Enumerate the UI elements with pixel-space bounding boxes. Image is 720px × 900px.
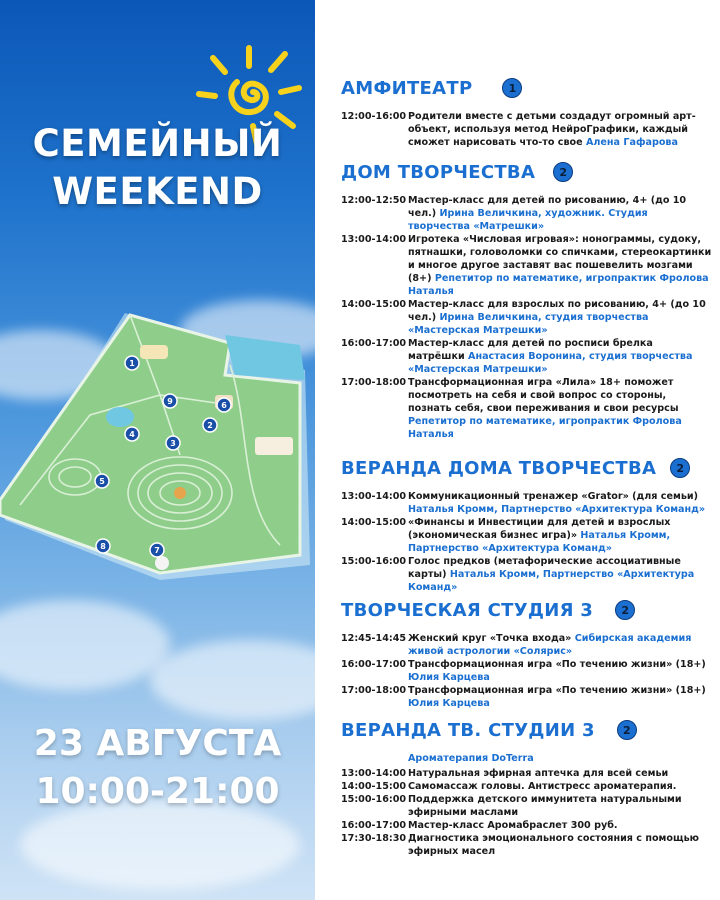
schedule-row [341,832,712,858]
poster-title [0,120,315,216]
svg-text:9: 9 [167,397,173,406]
event-time: 12:00-12:50 [341,195,407,206]
section-subtitle: Ароматерапия DoTerra [408,753,534,764]
svg-text:3: 3 [170,439,176,448]
event-time: 15:00-16:00 [341,556,407,567]
schedule-row [341,658,712,684]
schedule-row [341,819,712,832]
location-badge: 1 [502,78,522,98]
schedule-row [341,793,712,819]
event-time: 12:00-16:00 [341,111,407,122]
schedule-row [341,780,712,793]
event-host: Сибирская академия живой астрологии «Солярис» [408,633,692,657]
location-badge: 2 [670,458,690,478]
center-sculpture [174,487,186,499]
event-time: 16:00-17:00 [341,820,407,831]
title-line-2: WEEKEND [52,170,263,213]
event-text: Мастер-класс для детей по росписи брелка матрёшки [408,338,653,362]
section-title: ТВОРЧЕСКАЯ СТУДИЯ 3 [341,599,594,621]
event-text: Диагностика эмоционального состояния с помощью эфирных масел [408,833,699,857]
park-map [0,305,315,585]
map-marker-6[interactable] [217,398,231,412]
section-veranda-house [341,456,712,594]
svg-text:6: 6 [221,401,227,410]
map-marker-1[interactable] [125,356,139,370]
schedule-row [341,110,712,149]
event-date-block [0,720,315,816]
event-text: Игротека «Числовая игровая»: нонограммы, судоку, пятнашки, головоломки со спичками, стереокартинки и многое другое заставят вас пошевелить мозгами (8+) [408,234,712,284]
event-text: Поддержка детского иммунитета натуральными эфирными маслами [408,794,682,818]
schedule-row [341,194,712,233]
event-time: 12:45-14:45 [341,633,407,644]
event-time: 13:00-14:00 [341,491,407,502]
event-host: Юлия Карцева [408,698,490,709]
location-badge: 2 [617,720,637,740]
svg-text:4: 4 [129,430,135,439]
title-line-1: СЕМЕЙНЫЙ [32,122,283,165]
event-time: 17:00-18:00 [341,377,407,388]
event-text: Родители вместе с детьми создадут огромный арт-объект, используя метод НейроГрафики, каждый сможет нарисовать что-то свое [408,111,696,148]
event-host: Юлия Карцева [408,672,490,683]
cloud [0,600,170,690]
event-text: Женский круг «Точка входа» [408,633,572,644]
event-host: Наталья Кромм, Партнерство «Архитектура Команд» [408,569,695,593]
event-time: 17:30-18:30 [341,833,407,844]
event-text: «Финансы и Инвестиции для детей и взрослых (экономическая бизнес игра)» [408,517,671,541]
schedule-row [341,767,712,780]
event-text: Трансформационная игра «По течению жизни» (18+) [408,685,706,696]
water-area [225,335,305,380]
event-text: Натуральная эфирная аптечка для всей семьи [408,768,669,779]
event-time: 14:00-15:00 [341,781,407,792]
event-time: 17:00-18:00 [341,685,407,696]
schedule-row [341,632,712,658]
schedule-row [341,233,712,298]
schedule-panel [315,0,720,900]
event-time: 10:00-21:00 [35,771,280,812]
event-text: Голос предков (метафорические ассоциативные карты) [408,556,681,580]
svg-text:5: 5 [99,477,105,486]
event-time: 16:00-17:00 [341,338,407,349]
dome [155,556,169,570]
map-marker-3[interactable] [166,436,180,450]
event-time: 13:00-14:00 [341,768,407,779]
schedule-row [341,298,712,337]
map-marker-2[interactable] [203,418,217,432]
section-title: ВЕРАНДА ТВ. СТУДИИ 3 [341,719,595,741]
event-time: 13:00-14:00 [341,234,407,245]
event-date: 23 АВГУСТА [33,723,282,764]
schedule-row [341,555,712,594]
event-text: Коммуникационный тренажер «Grator» (для семьи) [408,491,699,502]
map-marker-9[interactable] [163,394,177,408]
cloud [150,640,315,720]
event-text: Мастер-класс Аромабраслет 300 руб. [408,820,618,831]
section-veranda-studio-3 [341,718,712,858]
event-time: 14:00-15:00 [341,299,407,310]
event-time: 16:00-17:00 [341,659,407,670]
section-studio-3 [341,598,712,710]
event-text: Трансформационная игра «По течению жизни» (18+) [408,659,706,670]
section-house-of-creativity [341,160,712,441]
map-marker-5[interactable] [95,474,109,488]
location-badge: 2 [615,600,635,620]
pond [106,407,134,427]
event-text: Мастер-класс для детей по рисованию, 4+ (до 10 чел.) [408,195,687,219]
map-marker-4[interactable] [125,427,139,441]
schedule-row [341,516,712,555]
schedule-row [341,337,712,376]
building [255,437,293,455]
section-title: ДОМ ТВОРЧЕСТВА [341,161,536,183]
map-marker-8[interactable] [96,539,110,553]
map-marker-7[interactable] [150,543,164,557]
poster-panel [0,0,315,900]
amphitheater-building [140,345,168,359]
section-title: ВЕРАНДА ДОМА ТВОРЧЕСТВА [341,457,657,479]
event-host: Анастасия Воронина, студия творчества «Мастерская Матрешки» [408,351,693,375]
event-text: Мастер-класс для взрослых по рисованию, 4+ (до 10 чел.) [408,299,706,323]
svg-text:8: 8 [100,542,106,551]
event-host: Ирина Величкина, студия творчества «Мастерская Матрешки» [408,312,649,336]
svg-text:1: 1 [129,359,135,368]
event-host: Репетитор по математике, игропрактик Фролова Наталья [408,416,682,440]
event-host: Наталья Кромм, Партнерство «Архитектура Команд» [408,504,706,515]
schedule-row [341,490,712,516]
event-host: Репетитор по математике, игропрактик Фролова Наталья [408,273,709,297]
event-time: 14:00-15:00 [341,517,407,528]
event-host: Алена Гафарова [585,137,678,148]
event-text: Трансформационная игра «Лила» 18+ поможет посмотреть на себя и свой вопрос со стороны, познать себя, свои переживания и свои ресурсы [408,377,679,414]
svg-text:7: 7 [154,546,160,555]
event-host: Ирина Величкина, художник. Студия творчества «Матрешки» [408,208,648,232]
event-text: Самомассаж головы. Антистресс ароматерапия. [408,781,677,792]
event-time: 15:00-16:00 [341,794,407,805]
schedule-row [341,376,712,441]
location-badge: 2 [553,162,573,182]
event-host: Наталья Кромм, Партнерство «Архитектура Команд» [408,530,671,554]
schedule-row [341,684,712,710]
svg-text:2: 2 [207,421,213,430]
section-amphitheater [341,76,712,149]
section-title: АМФИТЕАТР [341,77,473,99]
